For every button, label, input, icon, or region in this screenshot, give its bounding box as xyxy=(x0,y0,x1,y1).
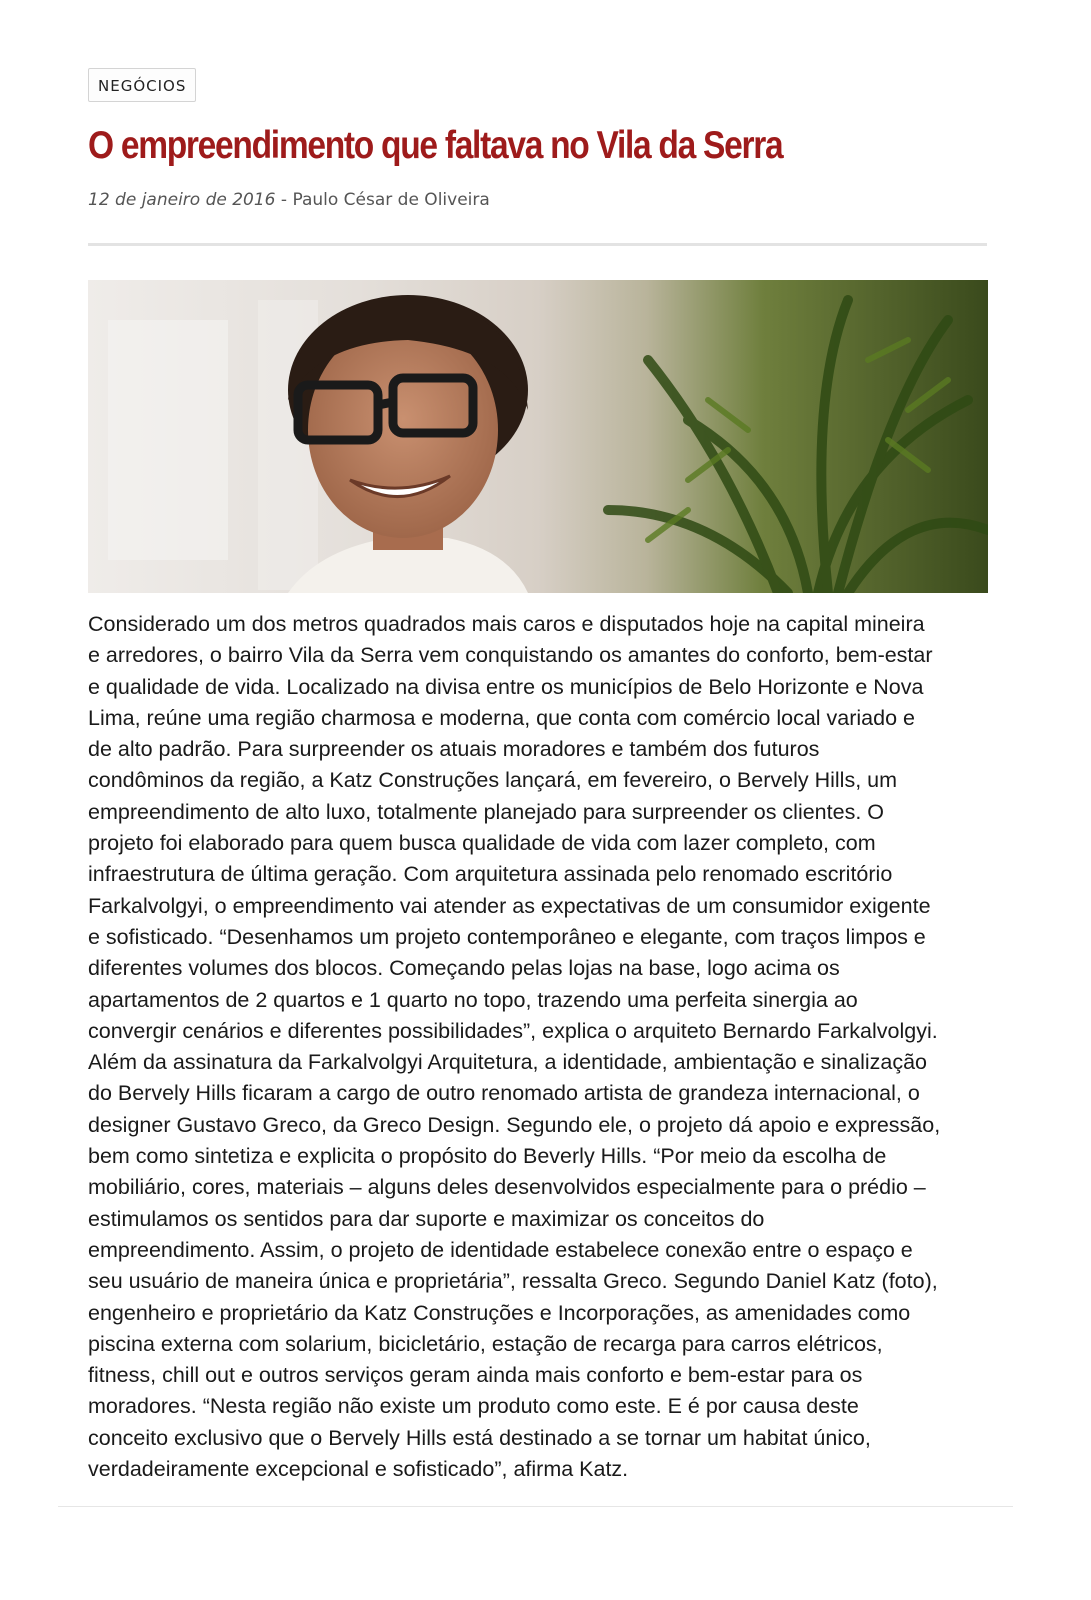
body-line: mobiliário, cores, materiais – alguns deles desenvolvidos especialmente para o prédio – xyxy=(88,1175,926,1200)
article-title[interactable]: O empreendimento que faltava no Vila da Serra xyxy=(88,124,783,167)
body-line: projeto foi elaborado para quem busca qualidade de vida com lazer completo, com xyxy=(88,831,876,856)
body-line: fitness, chill out e outros serviços geram ainda mais conforto e bem-estar para os xyxy=(88,1363,863,1388)
body-line: apartamentos de 2 quartos e 1 quarto no topo, trazendo uma perfeita sinergia ao xyxy=(88,987,858,1012)
body-line: designer Gustavo Greco, da Greco Design. Segundo ele, o projeto dá apoio e expressão, xyxy=(88,1112,941,1137)
body-line: seu usuário de maneira única e proprietária”, ressalta Greco. Segundo Daniel Katz (foto), xyxy=(88,1269,938,1294)
category-tag[interactable]: NEGÓCIOS xyxy=(88,68,196,102)
body-line: Considerado um dos metros quadrados mais caros e disputados hoje na capital mineira xyxy=(88,612,925,636)
body-line: bem como sintetiza e explicita o propósito do Beverly Hills. “Por meio da escolha de xyxy=(88,1144,887,1169)
body-line: conceito exclusivo que o Bervely Hills está destinado a se tornar um habitat único, xyxy=(88,1425,871,1450)
body-line: estimulamos os sentidos para dar suporte e maximizar os conceitos do xyxy=(88,1206,765,1231)
body-line: e arredores, o bairro Vila da Serra vem conquistando os amantes do conforto, bem-estar xyxy=(88,643,933,668)
body-line: condôminos da região, a Katz Construções lançará, em fevereiro, o Bervely Hills, um xyxy=(88,768,898,793)
body-line: convergir cenários e diferentes possibilidades”, explica o arquiteto Bernardo Farkalvolgyi. xyxy=(88,1018,938,1043)
body-line: engenheiro e proprietário da Katz Construções e Incorporações, as amenidades como xyxy=(88,1300,911,1325)
body-line: e qualidade de vida. Localizado na divisa entre os municípios de Belo Horizonte e Nova xyxy=(88,674,924,699)
article-author[interactable]: Paulo César de Oliveira xyxy=(292,190,490,210)
article-date: 12 de janeiro de 2016 xyxy=(88,190,276,210)
body-line: do Bervely Hills ficaram a cargo de outro renomado artista de grandeza internacional, o xyxy=(88,1081,920,1106)
body-line: Além da assinatura da Farkalvolgyi Arquitetura, a identidade, ambientação e sinalização xyxy=(88,1050,927,1075)
body-line: piscina externa com solarium, bicicletário, estação de recarga para carros elétricos, xyxy=(88,1331,883,1356)
body-line: Farkalvolgyi, o empreendimento vai atender as expectativas de um consumidor exigente xyxy=(88,893,931,918)
body-line: infraestrutura de última geração. Com arquitetura assinada pelo renomado escritório xyxy=(88,862,893,887)
article-body xyxy=(88,609,992,1485)
portrait-illustration xyxy=(88,280,988,593)
footer-divider xyxy=(58,1506,1013,1507)
body-line: diferentes volumes dos blocos. Começando pelas lojas na base, logo acima os xyxy=(88,956,840,981)
body-line: moradores. “Nesta região não existe um produto como este. E é por causa deste xyxy=(88,1394,859,1419)
header-divider xyxy=(88,243,987,246)
body-line: Lima, reúne uma região charmosa e moderna, que conta com comércio local variado e xyxy=(88,705,915,730)
body-line: empreendimento. Assim, o projeto de identidade estabelece conexão entre o espaço e xyxy=(88,1237,913,1262)
meta-separator: - xyxy=(275,190,293,210)
article-photo xyxy=(88,280,988,593)
body-line: empreendimento de alto luxo, totalmente planejado para surpreender os clientes. O xyxy=(88,799,884,824)
body-line: verdadeiramente excepcional e sofisticado”, afirma Katz. xyxy=(88,1457,629,1482)
body-line: de alto padrão. Para surpreender os atuais moradores e também dos futuros xyxy=(88,737,820,762)
body-line: e sofisticado. “Desenhamos um projeto contemporâneo e elegante, com traços limpos e xyxy=(88,924,926,949)
article-meta xyxy=(88,188,490,212)
